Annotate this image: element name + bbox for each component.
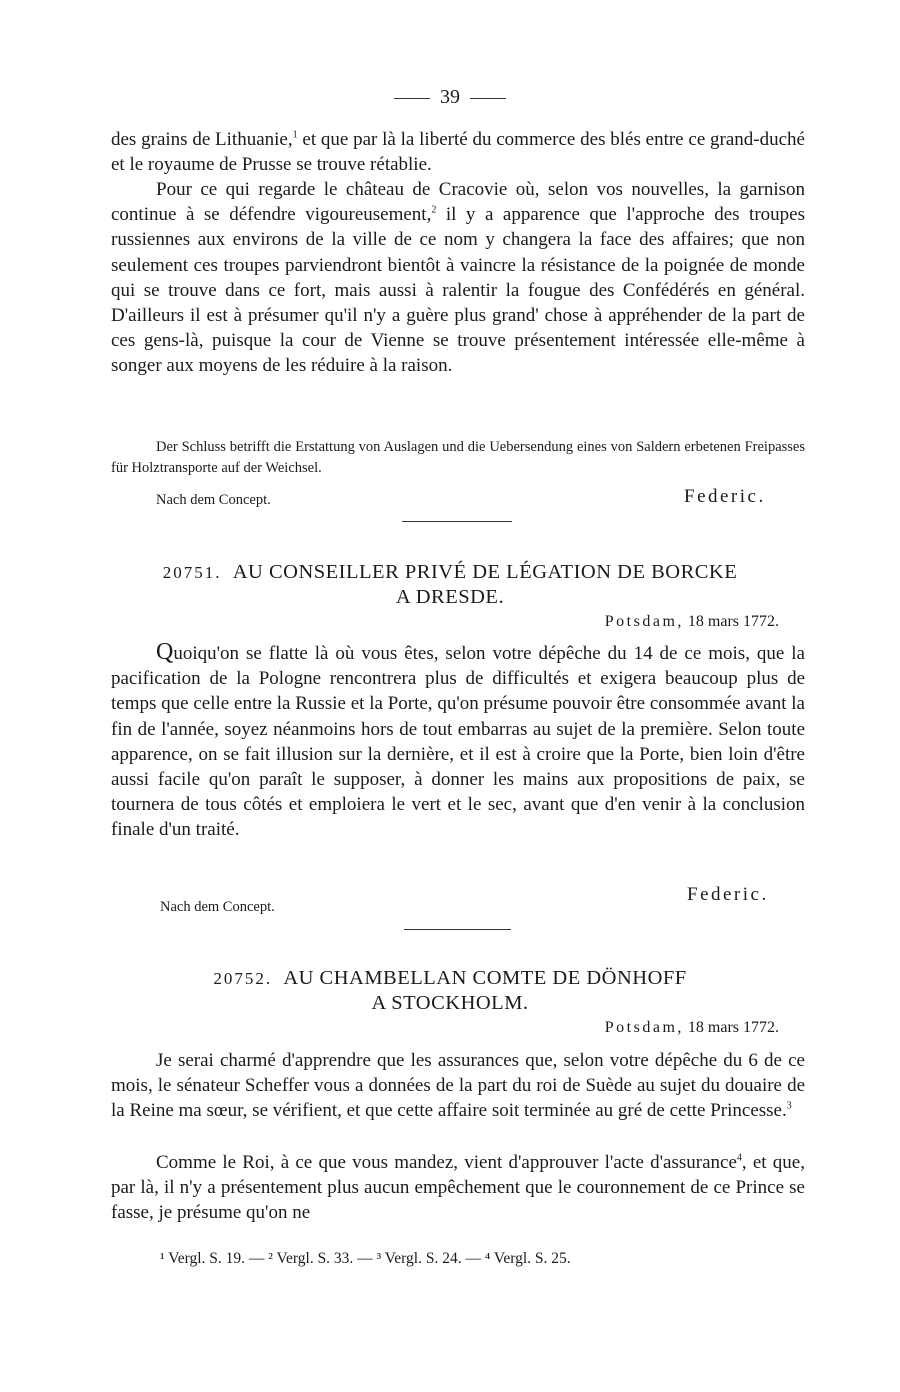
footnote-ref-4: 4 (736, 1152, 742, 1164)
footnote-ref-2: 2 (431, 204, 437, 216)
dateline-date: 18 mars 1772. (687, 1019, 779, 1036)
section-divider-2 (404, 929, 511, 930)
dateline-place: Potsdam, (604, 1019, 684, 1036)
dateline-place: Potsdam, (604, 613, 684, 630)
letter-number: 20751. (162, 563, 222, 582)
footnotes: ¹ Vergl. S. 19. — ² Vergl. S. 33. — ³ Vergl. S. 24. — ⁴ Vergl. S. 25. (160, 1250, 571, 1267)
letter-20751-heading (0, 561, 900, 584)
cracovie-text-a: Pour ce qui regarde le château de Cracovie où, selon vos nouvelles, la garnison continue à se défendre vigoureusement, (111, 179, 805, 226)
cracovie-paragraph (111, 177, 805, 379)
letter-20751-dateline (605, 613, 779, 631)
letter-number: 20752. (213, 969, 273, 988)
page-number: 39 (440, 86, 460, 108)
source-note-1: Nach dem Concept. (156, 492, 271, 508)
letter-recipient: AU CHAMBELLAN COMTE DE DÖNHOFF (283, 967, 687, 989)
letter-20751-destination: A DRESDE. (395, 586, 505, 608)
letter-20751-body: Quoiqu'on se flatte là où vous êtes, selon votre dépêche du 14 de ce mois, que la pacification de la Pologne rencontrera plus de difficultés et exigera beaucoup plus de temps que celle entre la Russie et la Porte, qu'on présume pouvoir être consommée avant la fin de l'année, soyez néanmoins hors de tout embarras au sujet de la première. Selon toute apparence, on se fait illusion sur la dernière, et il est à croire que la Porte, bien loin d'être aussi facile qu'on paraît le supposer, à donner les mains aux propositions de paix, se tournera de tous côtés et emploiera le vert et le sec, avant que d'en venir à la conclusion finale d'un traité. (111, 639, 805, 841)
header-dash-right (470, 98, 506, 99)
signature-1: Federic. (684, 486, 766, 507)
section-divider-1 (402, 521, 512, 522)
letter-20752-heading (0, 967, 900, 990)
continuation-text-b: et que par là la liberté du commerce des blés entre ce grand-duché et le royaume de Prusse se trouve rétablie. (111, 129, 805, 176)
header-dash-left (394, 98, 430, 99)
letter-20752-text-2a: Comme le Roi, à ce que vous mandez, vient d'approuver l'acte d'assurance (156, 1152, 737, 1173)
letter-recipient: AU CONSEILLER PRIVÉ DE LÉGATION DE BORCKE (232, 561, 738, 583)
continuation-paragraph (111, 127, 805, 177)
letter-20752-dateline (605, 1019, 779, 1037)
cracovie-text-b: il y a apparence que l'approche des troupes russiennes aux environs de la ville de ce nom y changera la face des affaires; que non seulement ces troupes parviendront bientôt à vaincre la résistance de la poignée de monde qui se trouve dans ce fort, mais aussi à ralentir la fougue des Confédérés en général. D'ailleurs il est à présumer qu'il n'y a guère plus grand' chose à appréhender de la part de ces gens-là, puisque la cour de Vienne se trouve présentement intéressée elle-même à songer aux moyens de les réduire à la raison. (111, 204, 805, 377)
letter-20752-text-2b: , et que, par là, il n'y a présentement plus aucun empêchement que le couronnement de ce Prince se fasse, je présume qu'on ne (111, 1152, 805, 1224)
letter-20752-paragraph-2 (111, 1150, 805, 1226)
running-header (0, 86, 900, 109)
source-note-2: Nach dem Concept. (160, 899, 275, 915)
footnote-ref-3: 3 (786, 1101, 792, 1113)
german-summary: Der Schluss betrifft die Erstattung von Auslagen und die Uebersendung eines von Saldern erbetenen Freipasses für Holztransporte auf der Weichsel. (111, 439, 805, 476)
letter-20752-text-1: Je serai charmé d'apprendre que les assurances que, selon votre dépêche du 6 de ce mois, le sénateur Scheffer vous a données de la part du roi de Suède au sujet du douaire de la Reine ma sœur, se vérifient, et que cette affaire soit terminée au gré de cette Princesse. (111, 1050, 805, 1122)
footnote-ref-1: 1 (292, 129, 298, 141)
letter-20752-destination: A STOCKHOLM. (371, 992, 529, 1014)
continuation-text-a: des grains de Lithuanie, (111, 129, 293, 150)
signature-2: Federic. (687, 884, 769, 905)
dateline-date: 18 mars 1772. (687, 613, 779, 630)
letter-20752-paragraph-1 (111, 1048, 805, 1124)
